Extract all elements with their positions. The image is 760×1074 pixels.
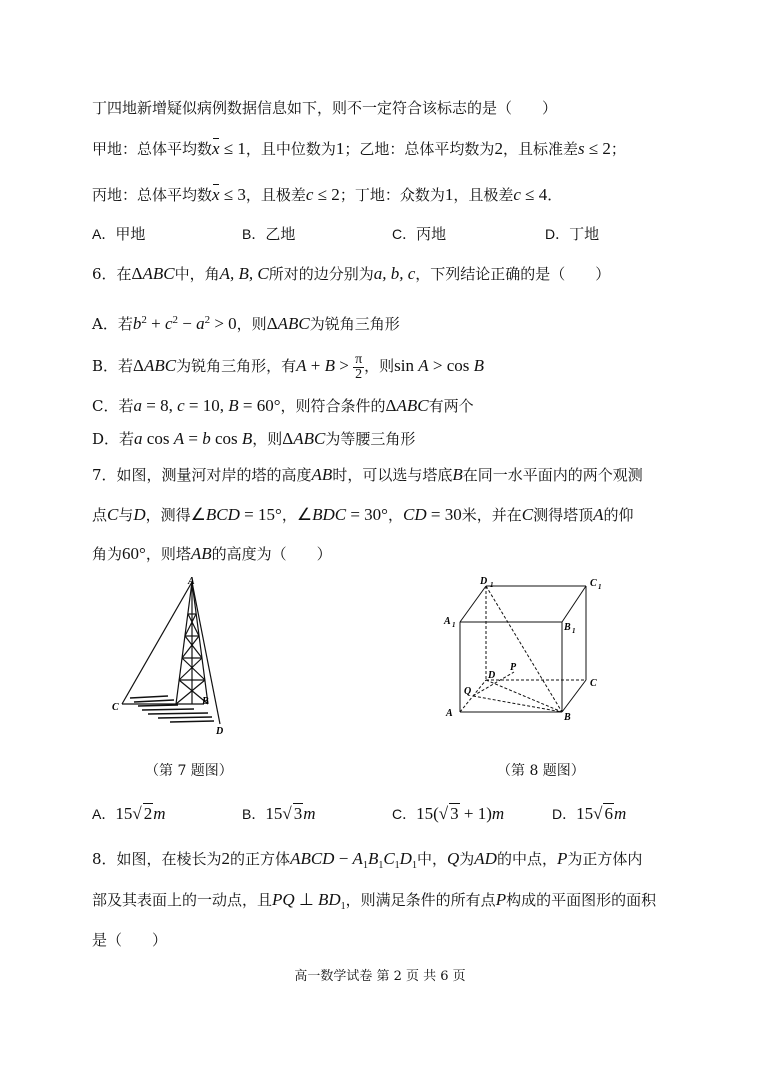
q6-option-a: A．若$b^2 + c^2 - a^2 > 0$，则ΔABC为锐角三角形 (92, 314, 400, 333)
q7-option-b: B．15√ 3m (242, 804, 316, 823)
q7-line2: 点C与D，测得∠BCD = 15°，∠BDC = 30°，CD = 30米，并在C测得塔顶A的仰 (92, 505, 634, 524)
svg-text:D: D (216, 726, 224, 737)
q5-option-b: B．乙地 (242, 225, 296, 243)
figure-7-tower (108, 574, 238, 740)
svg-text:1: 1 (572, 627, 576, 635)
svg-text:Q: Q (464, 686, 472, 697)
q8-line2: 部及其表面上的一动点，且PQ ⊥ $BD_1$，则满足条件的所有点P构成的平面图形的面积 (92, 890, 657, 912)
figure-8-cube (440, 574, 610, 724)
q6-option-b: B．若ΔABC为锐角三角形，有A + B > $\frac{\pi}{2}$ ，则sin A > cos B (92, 351, 485, 382)
q5-option-d: D．丁地 (545, 225, 600, 243)
q8-line3: 是（ ） (92, 931, 168, 949)
svg-text:1: 1 (490, 581, 494, 589)
q6-option-c: C．若a = 8, c = 10, B = 60°，则符合条件的ΔABC有两个 (92, 396, 474, 415)
q5-option-a: A．甲地 (92, 225, 146, 243)
figure-8-caption: （第 8 题图） (497, 763, 585, 779)
q7-option-d: D．15√ 6m (552, 804, 627, 823)
svg-text:B: B (564, 712, 571, 723)
q5-line1: 丁四地新增疑似病例数据信息如下，则不一定符合该标志的是（ ） (92, 99, 558, 117)
q8-line1: 8．如图，在棱长为2的正方体ABCD − $A_1B_1C_1D_1$中，Q为AD的中点，P为正方体内 (92, 849, 643, 871)
q7-option-a: A．15√ 2m (92, 804, 166, 823)
page-footer: 高一数学试卷 第 2 页 共 6 页 (294, 969, 466, 984)
q6-stem: 6．在ΔABC中，角A, B, C所对的边分别为a, b, c，下列结论正确的是（ ） (92, 264, 611, 283)
svg-text:P: P (510, 662, 517, 673)
svg-text:A: A (444, 616, 451, 627)
q5-line2: 甲地：总体平均数x ≤ 1，且中位数为1；乙地：总体平均数为2，且标准差s ≤ 2； (92, 139, 626, 158)
q5-line3: 丙地：总体平均数x ≤ 3，且极差c ≤ 2；丁地：众数为1，且极差c ≤ 4． (92, 185, 563, 204)
svg-text:A: A (446, 708, 453, 719)
svg-text:A: A (188, 576, 195, 587)
q6-option-d: D．若a cos A = b cos B，则ΔABC为等腰三角形 (92, 429, 416, 448)
svg-text:C: C (112, 702, 119, 713)
svg-text:C: C (590, 678, 597, 689)
q7-line1: 7．如图，测量河对岸的塔的高度AB时，可以选与塔底B在同一水平面内的两个观测 (92, 465, 643, 484)
q7-line3: 角为60°，则塔AB的高度为（ ） (92, 544, 332, 563)
q7-option-c: C．15(√ 3 + 1)m (392, 804, 505, 823)
svg-text:1: 1 (452, 621, 456, 629)
svg-text:B: B (202, 696, 209, 707)
svg-text:B: B (564, 622, 571, 633)
figure-7-caption: （第 7 题图） (145, 763, 233, 779)
svg-text:D: D (480, 576, 488, 587)
svg-text:C: C (590, 578, 597, 589)
q5-option-c: C．丙地 (392, 225, 447, 243)
svg-text:D: D (488, 670, 496, 681)
svg-text:1: 1 (598, 583, 602, 591)
